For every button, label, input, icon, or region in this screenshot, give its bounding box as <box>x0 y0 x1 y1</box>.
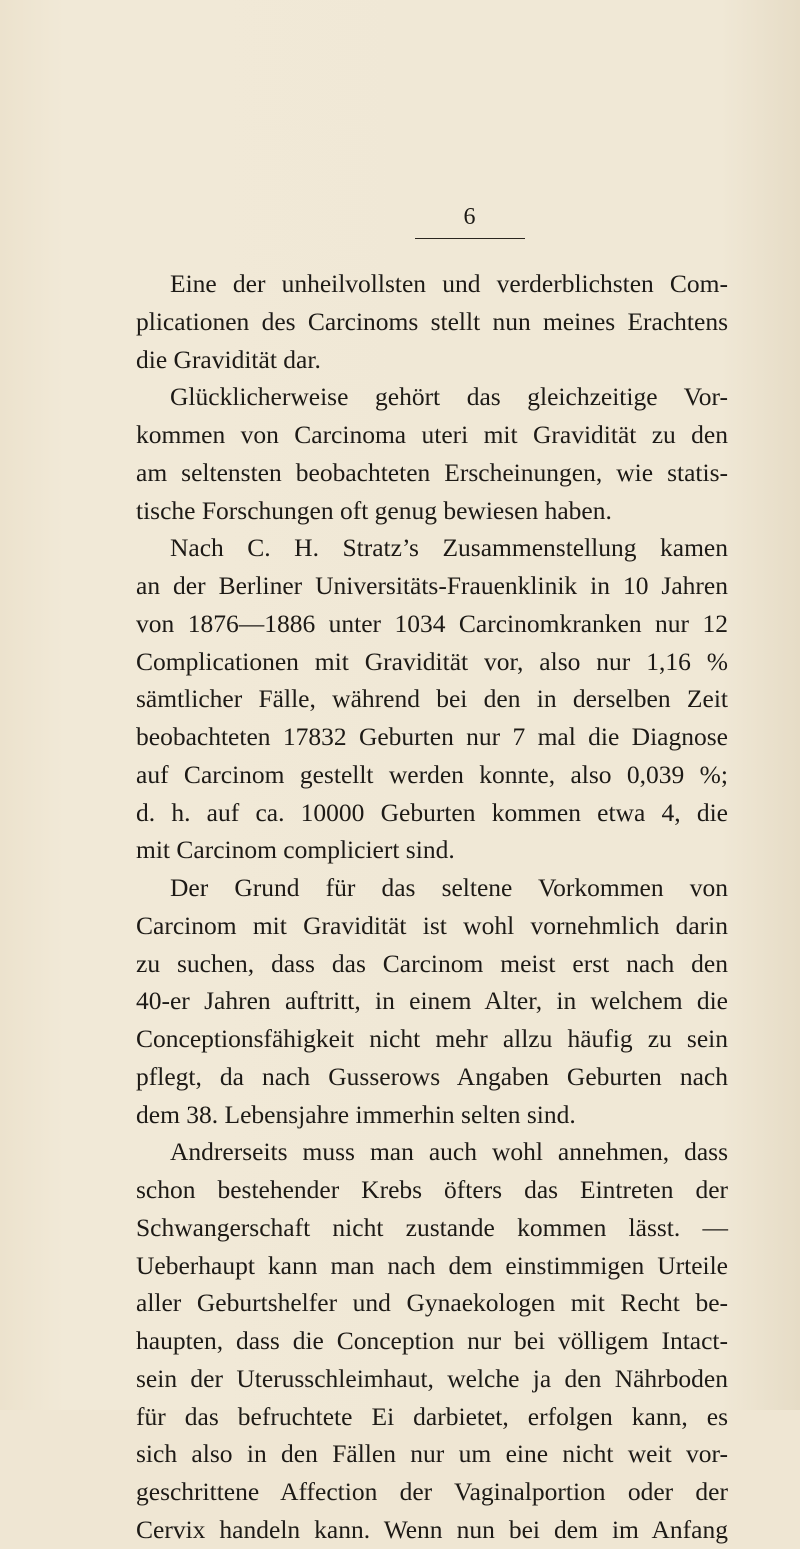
text-line: sein der Uterusschleimhaut, welche ja den Nährboden <box>136 1363 728 1393</box>
text-line: haupten, dass die Conception nur bei völligem Intact- <box>136 1326 728 1355</box>
text-line: zu suchen, dass das Carcinom meist erst nach den <box>136 948 728 978</box>
text-line: kommen von Carcinoma uteri mit Gravidität zu den <box>136 420 728 449</box>
text-line: auf Carcinom gestellt werden konnte, also 0,039 %; <box>136 759 728 789</box>
text-line: Schwangerschaft nicht zustande kommen lässt. — <box>136 1212 728 1242</box>
text-line: für das befruchtete Ei darbietet, erfolgen kann, es <box>136 1401 728 1431</box>
text-line: am seltensten beobachteten Erscheinungen, wie statis- <box>136 457 728 487</box>
text-line: Cervix handeln kann. Wenn nun bei dem im Anfang <box>136 1514 728 1544</box>
text-line: d. h. auf ca. 10000 Geburten kommen etwa 4, die <box>136 797 728 827</box>
text-line: Eine der unheilvollsten und verderblichsten Com- <box>170 269 728 298</box>
text-line: Andrerseits muss man auch wohl annehmen, dass <box>170 1137 728 1167</box>
text-line: sich also in den Fällen nur um eine nicht weit vor- <box>136 1439 728 1469</box>
text-line: plicationen des Carcinoms stellt nun meines Erachtens <box>136 306 728 336</box>
text-line: tische Forschungen oft genug bewiesen haben. <box>136 495 612 525</box>
text-line: Conceptionsfähigkeit nicht mehr allzu häufig zu sein <box>136 1024 728 1053</box>
text-line: geschrittene Affection der Vaginalportion oder der <box>136 1477 728 1506</box>
text-line: Carcinom mit Gravidität ist wohl vornehmlich darin <box>136 910 728 940</box>
text-line: beobachteten 17832 Geburten nur 7 mal die Diagnose <box>136 722 728 751</box>
text-line: Ueberhaupt kann man nach dem einstimmigen Urteile <box>136 1250 728 1280</box>
text-line: pflegt, da nach Gusserows Angaben Geburten nach <box>136 1061 728 1091</box>
text-line: schon bestehender Krebs öfters das Eintreten der <box>136 1175 728 1204</box>
text-line: aller Geburtshelfer und Gynaekologen mit Recht be- <box>136 1288 728 1318</box>
text-line: die Gravidität dar. <box>136 344 321 374</box>
text-line: mit Carcinom compliciert sind. <box>136 835 455 865</box>
text-line: dem 38. Lebensjahre immerhin selten sind. <box>136 1099 576 1129</box>
body-text <box>136 265 728 1549</box>
page-number: 6 <box>463 204 477 230</box>
text-line: Complicationen mit Gravidität vor, also nur 1,16 % <box>136 646 728 676</box>
text-line: Nach C. H. Stratz’s Zusammenstellung kamen <box>170 533 728 563</box>
text-line: Der Grund für das seltene Vorkommen von <box>170 873 728 902</box>
text-line: 40-er Jahren auftritt, in einem Alter, in welchem die <box>136 986 728 1016</box>
text-line: an der Berliner Universitäts-Frauenklinik in 10 Jahren <box>136 571 728 600</box>
text-line: von 1876—1886 unter 1034 Carcinomkranken nur 12 <box>136 608 728 638</box>
text-line: Glücklicherweise gehört das gleichzeitige Vor- <box>170 382 728 412</box>
page-number-rule <box>415 238 525 239</box>
text-line: sämtlicher Fälle, während bei den in derselben Zeit <box>136 684 728 714</box>
